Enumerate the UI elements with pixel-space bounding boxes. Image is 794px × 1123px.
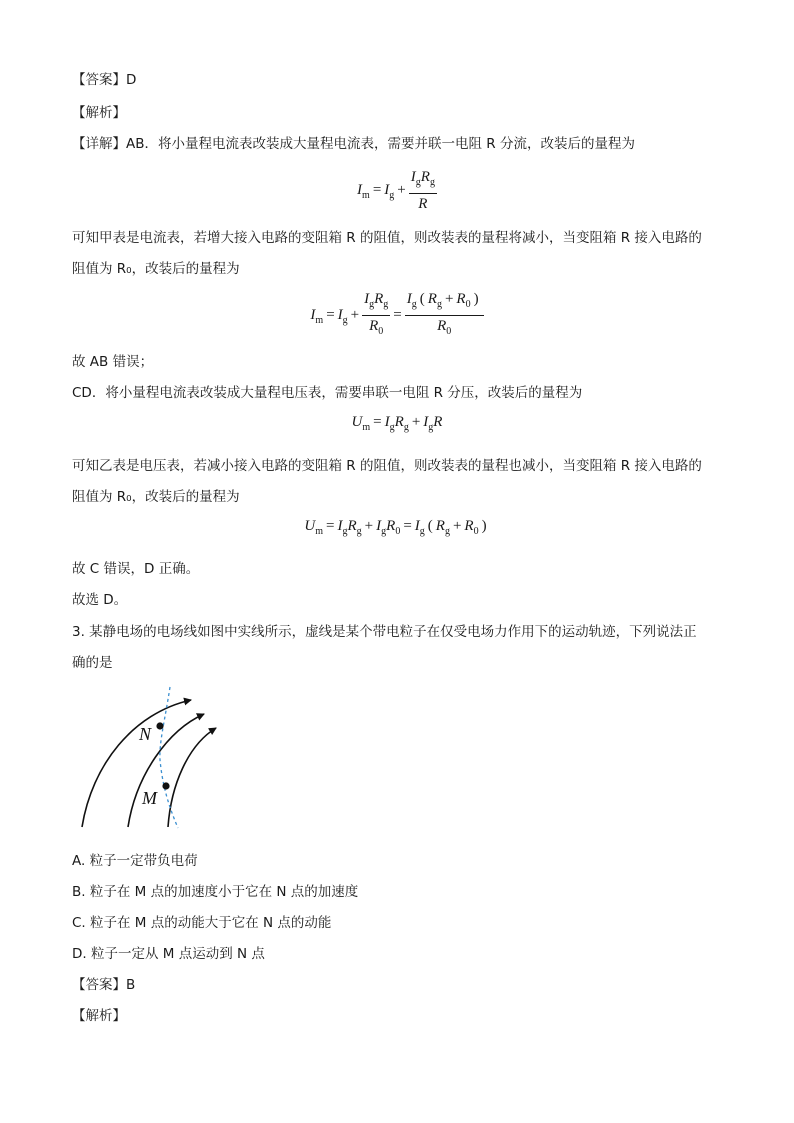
conclusion-ab: 故 AB 错误； [72,354,154,370]
detail-cd: CD．将小量程电流表改装成大量程电压表，需要串联一电阻 R 分压，改装后的量程为 [72,385,583,401]
text-ammeter: 可知甲表是电流表，若增大接入电路的变阻箱 R 的阻值，则改装表的量程将减小，当变阻箱 R 接入电路的 [72,230,702,246]
particle-trajectory [160,687,178,828]
question-3-stem: 3. 某静电场的电场线如图中实线所示，虚线是某个带电粒子在仅受电场力作用下的运动轨迹，下列说法正 [72,624,697,640]
detail-ab: 【详解】AB．将小量程电流表改装成大量程电流表，需要并联一电阻 R 分流，改装后的量程为 [72,136,635,152]
answer-label-2: 【答案】B [72,977,136,993]
field-line-left [82,700,191,827]
text-voltmeter: 可知乙表是电压表，若减小接入电路的变阻箱 R 的阻值，则改装表的量程也减小，当变阻箱 R 接入电路的 [72,458,702,474]
analysis-label-2: 【解析】 [72,1008,126,1024]
field-line-right [168,728,216,827]
formula-um-2: $U_m = I_gR_g + I_gR_0 = I_g$ ( $R_g + R_0$ ) [304,518,487,537]
final-choice: 故选 D。 [72,592,128,608]
analysis-label: 【解析】 [72,105,126,121]
option-c: C. 粒子在 M 点的动能大于它在 N 点的动能 [72,915,332,931]
text-r0-2: 阻值为 R₀，改装后的量程为 [72,489,240,505]
point-m [162,782,169,789]
option-b: B. 粒子在 M 点的加速度小于它在 N 点的加速度 [72,884,359,900]
point-n [156,722,163,729]
formula-im-2: $I_m = I_g$ + $\frac{I_gR_g}{R_0}$ = $\frac{I_g ( R_g + R_0 )}{R_0}$ [0,289,794,342]
conclusion-cd: 故 C 错误，D 正确。 [72,561,200,577]
text-r0-1: 阻值为 R₀，改装后的量程为 [72,261,240,277]
label-m: M [142,788,157,808]
answer-label: 【答案】D [72,72,137,88]
label-n: N [139,724,152,744]
option-a: A. 粒子一定带负电荷 [72,853,198,869]
question-3-stem-cont: 确的是 [72,655,113,671]
field-line-figure [68,680,248,844]
option-d: D. 粒子一定从 M 点运动到 N 点 [72,946,265,962]
formula-im-1: $I_m = I_g$ + $\frac{I_gR_g}{R}$ [357,169,435,212]
formula-um-1: $U_m = I_gR_g + I_gR$ [351,414,443,433]
